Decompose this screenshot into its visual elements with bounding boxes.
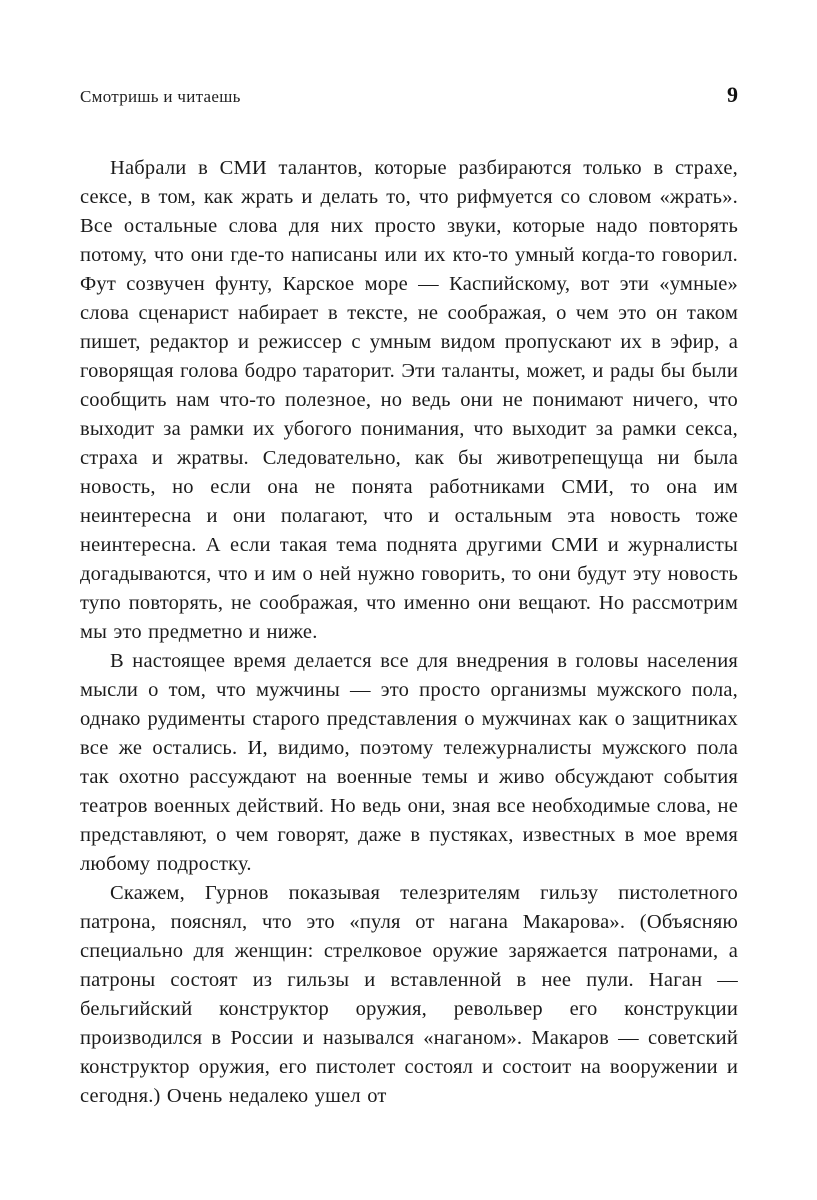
body-text [80,154,738,1111]
page-number: 9 [727,82,738,107]
running-title: Смотришь и читаешь [80,87,241,106]
paragraph-2: В настоящее время делается все для внедрения в головы населения мысли о том, что мужчины — это просто организмы мужского пола, однако рудименты старого представления о мужчинах как о защитниках все же остались. И, видимо, поэтому тележурналисты мужского пола так охотно рассуждают на военные темы и живо обсуждают события театров военных действий. Но ведь они, зная все необходимые слова, не представляют, о чем говорят, даже в пустяках, известных в мое время любому подростку. [80,650,738,875]
paragraph-1: Набрали в СМИ талантов, которые разбираются только в страхе, сексе, в том, как жрать и делать то, что рифмуется со словом «жрать». Все остальные слова для них просто звуки, которые надо повторять потому, что они где-то написаны или их кто-то умный когда-то говорил. Фут созвучен фунту, Карское море — Каспийскому, вот эти «умные» слова сценарист набирает в тексте, не соображая, о чем это он таком пишет, редактор и режиссер с умным видом пропускают их в эфир, а говорящая голова бодро тараторит. Эти таланты, может, и рады бы были сообщить нам что-то полезное, но ведь они не понимают ничего, что выходит за рамки их убогого понимания, что выходит за рамки секса, страха и жратвы. Следовательно, как бы животрепещуща ни была новость, но если она не понята работниками СМИ, то она им неинтересна и они полагают, что и остальным эта новость тоже неинтересна. А если такая тема поднята другими СМИ и журналисты догадываются, что и им о ней нужно говорить, то они будут эту новость тупо повторять, не соображая, что именно они вещают. Но рассмотрим мы это предметно и ниже. [80,157,738,643]
text-block [80,82,738,1111]
paragraph-3: Скажем, Гурнов показывая телезрителям гильзу пистолетного патрона, пояснял, что это «пуля от нагана Макарова». (Объясняю специально для женщин: стрелковое оружие заряжается патронами, а патроны состоят из гильзы и вставленной в нее пули. Наган — бельгийский конструктор оружия, револьвер его конструкции производился в России и назывался «наганом». Макаров — советский конструктор оружия, его пистолет состоял и состоит на вооружении и сегодня.) Очень недалеко ушел от [80,882,738,1107]
running-head [80,82,738,108]
